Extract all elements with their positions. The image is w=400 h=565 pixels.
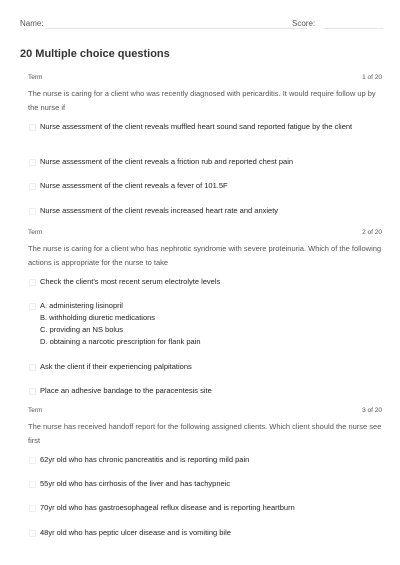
checkbox-icon[interactable] bbox=[29, 364, 36, 371]
answer-option-text: Nurse assessment of the client reveals a friction rub and reported chest pain bbox=[40, 157, 294, 166]
answer-option[interactable] bbox=[28, 300, 382, 348]
answer-option[interactable] bbox=[28, 121, 382, 133]
question-number: 1 of 20 bbox=[362, 74, 382, 81]
answer-option[interactable] bbox=[28, 180, 382, 192]
checkbox-icon[interactable] bbox=[29, 208, 36, 215]
checkbox-icon[interactable] bbox=[29, 530, 36, 537]
checkbox-icon[interactable] bbox=[29, 159, 36, 166]
answer-option-text: Nurse assessment of the client reveals muffled heart sound sand reported fatigue by the client bbox=[40, 122, 353, 131]
answer-option-text: A. administering lisinopril bbox=[40, 301, 123, 310]
name-label: Name: bbox=[20, 19, 44, 28]
checkbox-icon[interactable] bbox=[29, 124, 36, 131]
question-text: The nurse is caring for a client who was recently diagnosed with pericarditis. It would require follow up by the nurse if bbox=[28, 89, 376, 112]
question-number: 2 of 20 bbox=[362, 229, 382, 236]
question-text: The nurse has received handoff report for the following assigned clients. Which client should the nurse see first bbox=[28, 422, 382, 445]
answer-option-text: Nurse assessment of the client reveals a fever of 101.5F bbox=[40, 181, 228, 190]
checkbox-icon[interactable] bbox=[29, 505, 36, 512]
name-field-line bbox=[45, 28, 307, 29]
section-title: 20 Multiple choice questions bbox=[20, 48, 170, 60]
checkbox-icon[interactable] bbox=[29, 183, 36, 190]
question-term-label: Term bbox=[28, 74, 43, 81]
answer-option-text: D. obtaining a narcotic prescription for flank pain bbox=[40, 337, 201, 346]
answer-option[interactable] bbox=[28, 205, 382, 217]
answer-option[interactable] bbox=[28, 276, 382, 288]
question-meta bbox=[28, 407, 382, 417]
question-block bbox=[28, 407, 382, 537]
answer-option[interactable] bbox=[28, 478, 382, 490]
answer-option-text: Nurse assessment of the client reveals increased heart rate and anxiety bbox=[40, 206, 279, 215]
checkbox-icon[interactable] bbox=[29, 481, 36, 488]
checkbox-icon[interactable] bbox=[29, 303, 36, 310]
answer-option[interactable] bbox=[28, 385, 382, 397]
question-block bbox=[28, 74, 382, 215]
answer-option-text: B. withholding diuretic medications bbox=[40, 313, 156, 322]
score-field-line bbox=[323, 28, 383, 29]
question-meta bbox=[28, 74, 382, 84]
question-text: The nurse is caring for a client who has nephrotic syndrome with severe proteinuria. Which of the following actions is appropriate for the nurse to take bbox=[28, 244, 382, 267]
answer-option-text: 70yr old who has gastroesophageal reflux disease and is reporting heartburn bbox=[40, 503, 295, 512]
question-block bbox=[28, 229, 382, 395]
score-label: Score: bbox=[292, 19, 316, 28]
question-term-label: Term bbox=[28, 407, 43, 414]
checkbox-icon[interactable] bbox=[29, 279, 36, 286]
answer-option-text: 55yr old who has cirrhosis of the liver and has tachypneic bbox=[40, 479, 231, 488]
header-row bbox=[20, 19, 382, 33]
checkbox-icon[interactable] bbox=[29, 457, 36, 464]
answer-option-text: C. providing an NS bolus bbox=[40, 325, 123, 334]
answer-option-text: Ask the client if their experiencing palpitations bbox=[40, 362, 192, 371]
answer-option-text: Place an adhesive bandage to the paracentesis site bbox=[40, 386, 212, 395]
answer-option[interactable] bbox=[28, 502, 382, 514]
answer-option-text: Check the client's most recent serum electrolyte levels bbox=[40, 277, 221, 286]
question-meta bbox=[28, 229, 382, 239]
answer-option[interactable] bbox=[28, 361, 382, 373]
answer-option-text: 48yr old who has peptic ulcer disease and is vomiting bile bbox=[40, 528, 231, 537]
answer-option[interactable] bbox=[28, 454, 382, 466]
question-term-label: Term bbox=[28, 229, 43, 236]
answer-option[interactable] bbox=[28, 156, 382, 168]
question-number: 3 of 20 bbox=[362, 407, 382, 414]
answer-option-text: 62yr old who has chronic pancreatitis and is reporting mild pain bbox=[40, 455, 250, 464]
answer-option[interactable] bbox=[28, 527, 382, 539]
checkbox-icon[interactable] bbox=[29, 388, 36, 395]
